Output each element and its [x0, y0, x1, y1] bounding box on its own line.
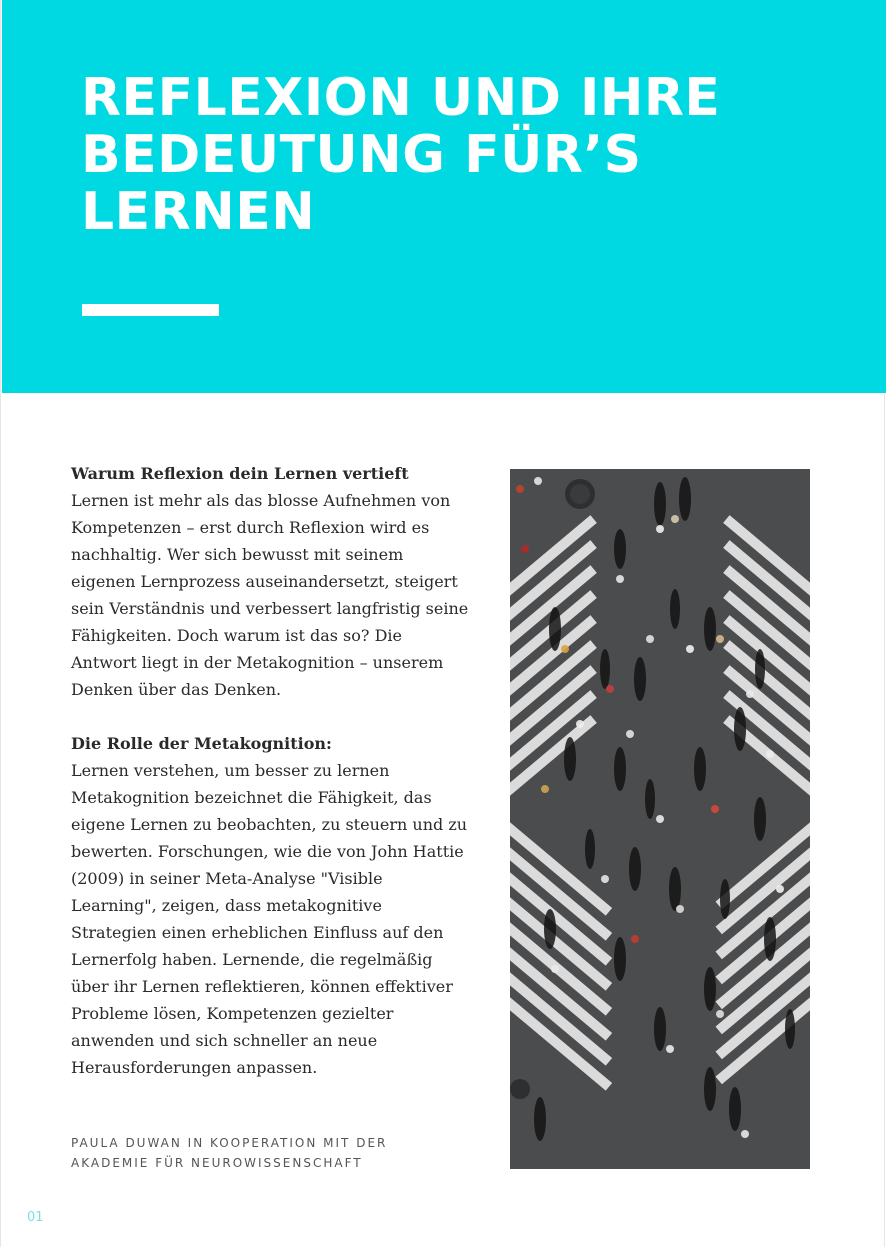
paragraph-spacer: [71, 703, 471, 730]
section-body-metakognition: Metakognition bezeichnet die Fähigkeit, das eigene Lernen zu beobachten, zu steuern und zu bewerten. Forschungen, wie die von John Hattie (2009) in seiner Meta-Analyse "Visible Learning", zeigen, dass metakognitive Strategien einen erheblichen Einfluss auf den Lernerfolg haben. Lernende, die regelmäßig über ihr Lernen reflektieren, können effektiver Probleme lösen, Kompetenzen gezielter anwenden und sich schneller an neue Herausforderungen anpassen.: [71, 788, 468, 1077]
section-heading-metakognition: Die Rolle der Metakognition:: [71, 734, 332, 753]
section-body-reflexion: Lernen ist mehr als das blosse Aufnehmen von Kompetenzen – erst durch Reflexion wird es nachhaltig. Wer sich bewusst mit seinem eigenen Lernprozess auseinandersetzt, steigert sein Verständnis und verbessert langfristig seine Fähigkeiten. Doch warum ist das so? Die Antwort liegt in der Metakognition – unserem Denken über das Denken.: [71, 491, 469, 699]
main-text: [71, 460, 471, 1081]
page-title: REFLEXION UND IHRE BEDEUTUNG FÜR’S LERNEN: [81, 68, 721, 242]
section-heading-reflexion: Warum Reflexion dein Lernen vertieft: [71, 464, 409, 483]
title-underline: [82, 304, 219, 316]
section-subheading-metakognition: Lernen verstehen, um besser zu lernen: [71, 761, 390, 780]
author-credit: PAULA DUWAN IN KOOPERATION MIT DER AKADEMIE FÜR NEUROWISSENSCHAFT: [71, 1136, 388, 1170]
page-number: 01: [27, 1210, 44, 1225]
crosswalk-photo: [510, 469, 810, 1169]
header-band: [2, 0, 886, 393]
